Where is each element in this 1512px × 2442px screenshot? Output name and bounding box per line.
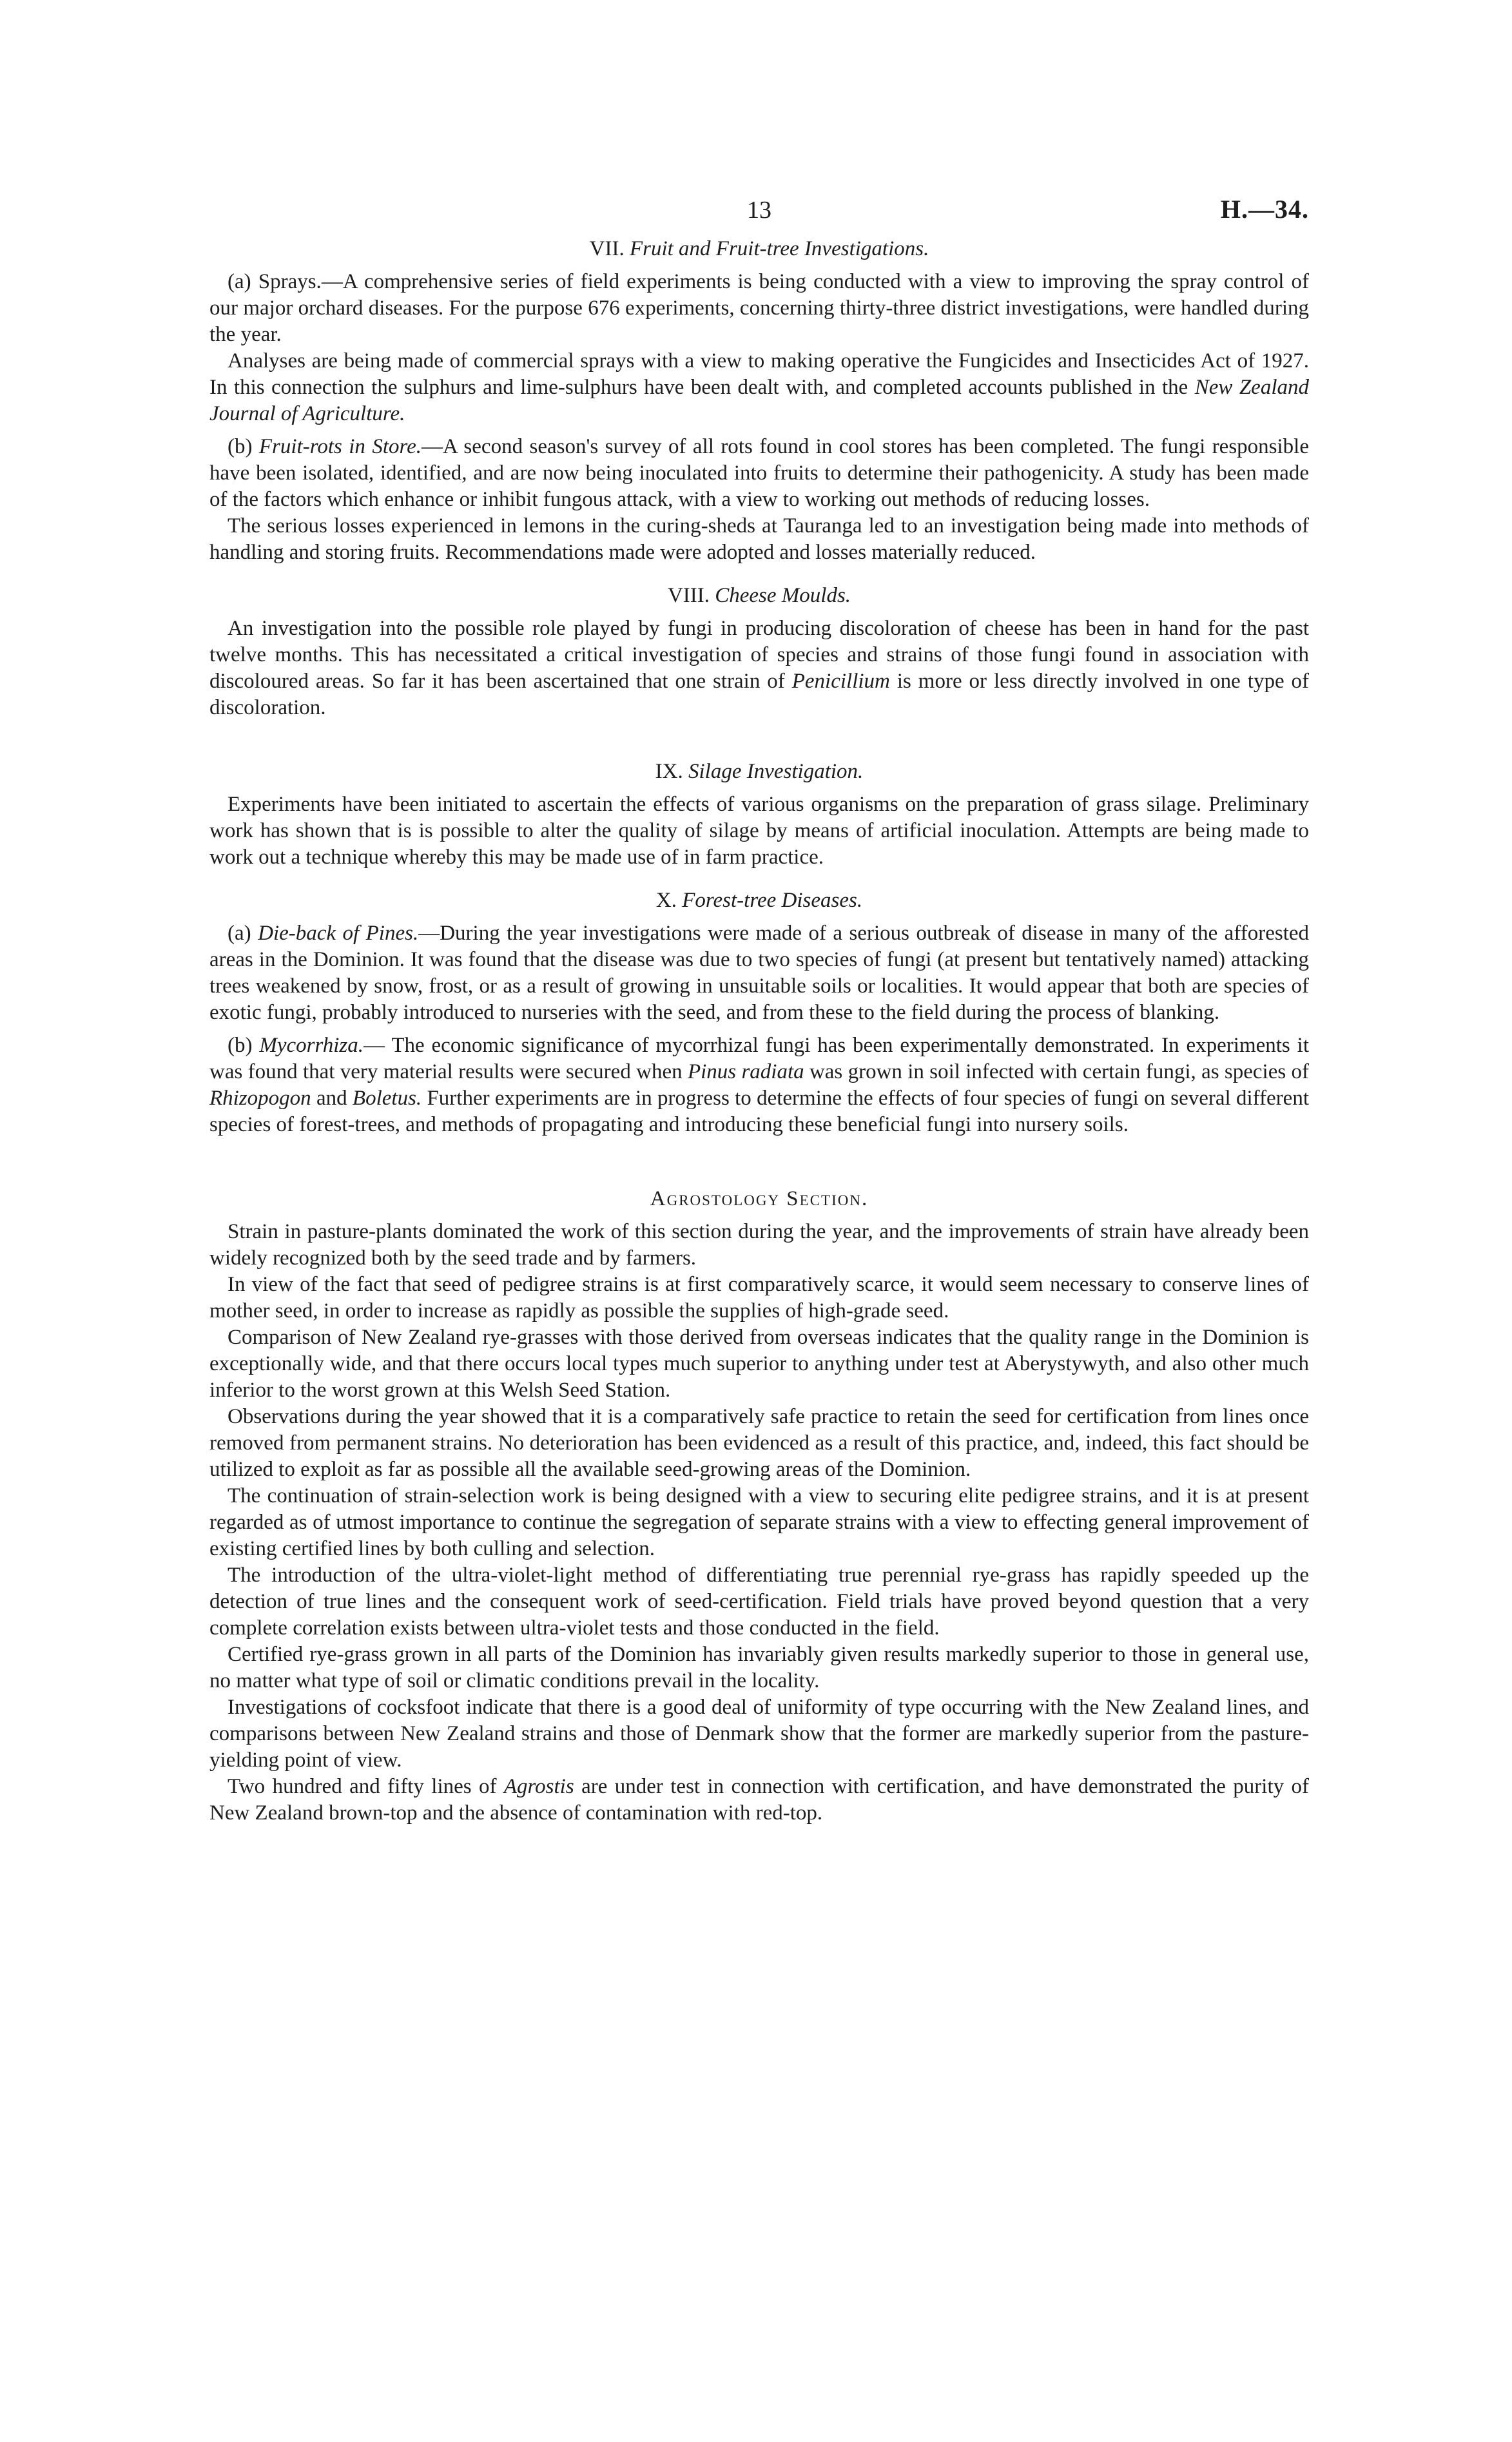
report-reference: H.—34. — [1220, 195, 1309, 224]
section-title: Fruit and Fruit-tree Investigations. — [629, 237, 929, 260]
paragraph-agro-1: Strain in pasture-plants dominated the work of this section during the year, and the improvements of strain have already been widely recognized both by the seed trade and by farmers. — [209, 1220, 1309, 1270]
section-heading-forest — [209, 887, 1309, 914]
section-number: VII. — [589, 237, 625, 260]
section-heading-silage — [209, 759, 1309, 785]
section-heading-cheese — [209, 583, 1309, 609]
paragraph-analyses: Analyses are being made of commercial sprays with a view to making operative the Fungicides and Insecticides Act of 1927. In this connection the sulphurs and lime-sulphurs have been dealt with, and completed accounts published in the New Zealand Journal of Agriculture. — [209, 349, 1309, 425]
section-title: Silage Investigation. — [688, 760, 864, 783]
paragraph-mycorrhiza: (b) Mycorrhiza.— The economic significance of mycorrhizal fungi has been experimentally demonstrated. In experiments it was found that very material results were secured when Pinus radiata was grown in soil infected with certain fungi, as species of Rhizopogon and Boletus. Further experiments are in progress to determine the effects of four species of fungi on several different species of forest-trees, and methods of propagating and introducing these beneficial fungi into nursery soils. — [209, 1034, 1310, 1136]
paragraph-agro-3: Comparison of New Zealand rye-grasses with those derived from overseas indicates that the quality range in the Dominion is exceptionally wide, and that there occurs local types much superior to anything under test at Aberystywyth, and also other much inferior to the worst grown at this Welsh Seed Station. — [209, 1326, 1309, 1402]
section-number: VIII. — [667, 584, 710, 607]
page-number: 13 — [747, 197, 771, 224]
section-number: X. — [655, 889, 677, 912]
paragraph-cheese: An investigation into the possible role played by fungi in producing discoloration of cheese has been in hand for the past twelve months. This has necessitated a critical investigation of species and strains of those fungi found in association with discoloured areas. So far it has been ascertained that one strain of Penicillium is more or less directly involved in one type of discoloration. — [209, 617, 1310, 719]
section-heading-agrostology: Agrostology Section. — [650, 1187, 869, 1210]
section-heading-fruit — [209, 236, 1309, 262]
paragraph-agro-6: The introduction of the ultra-violet-light method of differentiating true perennial rye-grass has rapidly speeded up the detection of true lines and the consequent work of seed-certification. Field trials have proved beyond question that a very complete correlation exists between ultra-violet tests and those conducted in the field. — [209, 1564, 1309, 1640]
paragraph-fruit-rots: (b) Fruit-rots in Store.—A second season's survey of all rots found in cool stores has been completed. The fungi responsible have been isolated, identified, and are now being inoculated into fruits to determine their pathogenicity. A study has been made of the factors which enhance or inhibit fungous attack, with a view to working out methods of reducing losses. — [209, 435, 1309, 511]
document-page — [209, 193, 1309, 1827]
paragraph-agro-9: Two hundred and fifty lines of Agrostis are under test in connection with certification, and have demonstrated the purity of New Zealand brown-top and the absence of contamination with red-top. — [209, 1775, 1310, 1825]
paragraph-silage: Experiments have been initiated to ascertain the effects of various organisms on the preparation of grass silage. Preliminary work has shown that is is possible to alter the quality of silage by means of artificial inoculation. Attempts are being made to work out a technique whereby this may be made use of in farm practice. — [209, 793, 1309, 869]
paragraph-agro-8: Investigations of cocksfoot indicate that there is a good deal of uniformity of type occurring with the New Zealand lines, and comparisons between New Zealand strains and those of Denmark show that the former are markedly superior from the pasture-yielding point of view. — [209, 1696, 1309, 1772]
paragraph-sprays: (a) Sprays.—A comprehensive series of field experiments is being conducted with a view to improving the spray control of our major orchard diseases. For the purpose 676 experiments, concerning thirty-three district investigations, were handled during the year. — [209, 270, 1309, 346]
paragraph-lemons: The serious losses experienced in lemons in the curing-sheds at Tauranga led to an investigation being made into methods of handling and storing fruits. Recommendations made were adopted and losses materially reduced. — [209, 514, 1309, 564]
section-title: Cheese Moulds. — [715, 584, 851, 607]
paragraph-agro-2: In view of the fact that seed of pedigree strains is at first comparatively scarce, it would seem necessary to conserve lines of mother seed, in order to increase as rapidly as possible the supplies of high-grade seed. — [209, 1273, 1309, 1323]
section-number: IX. — [655, 760, 683, 783]
paragraph-agro-5: The continuation of strain-selection work is being designed with a view to securing elite pedigree strains, and it is at present regarded as of utmost importance to continue the segregation of separate strains with a view to effecting general improvement of existing certified lines by both culling and selection. — [209, 1484, 1309, 1560]
paragraph-agro-4: Observations during the year showed that it is a comparatively safe practice to retain the seed for certification from lines once removed from permanent strains. No deterioration has been evidenced as a result of this practice, and, indeed, this fact should be utilized to exploit as far as possible all the available seed-growing areas of the Dominion. — [209, 1405, 1309, 1481]
paragraph-agro-7: Certified rye-grass grown in all parts of the Dominion has invariably given results markedly superior to those in general use, no matter what type of soil or climatic conditions prevail in the locality. — [209, 1643, 1309, 1692]
paragraph-die-back: (a) Die-back of Pines.—During the year investigations were made of a serious outbreak of disease in many of the afforested areas in the Dominion. It was found that the disease was due to two species of fungi (at present but tentatively named) attacking trees weakened by snow, frost, or as a result of growing in unsuitable soils or localities. It would appear that both are species of exotic fungi, probably introduced to nurseries with the seed, and from these to the field during the process of blanking. — [209, 922, 1310, 1024]
page-header — [209, 193, 1309, 229]
section-title: Forest-tree Diseases. — [682, 889, 863, 912]
